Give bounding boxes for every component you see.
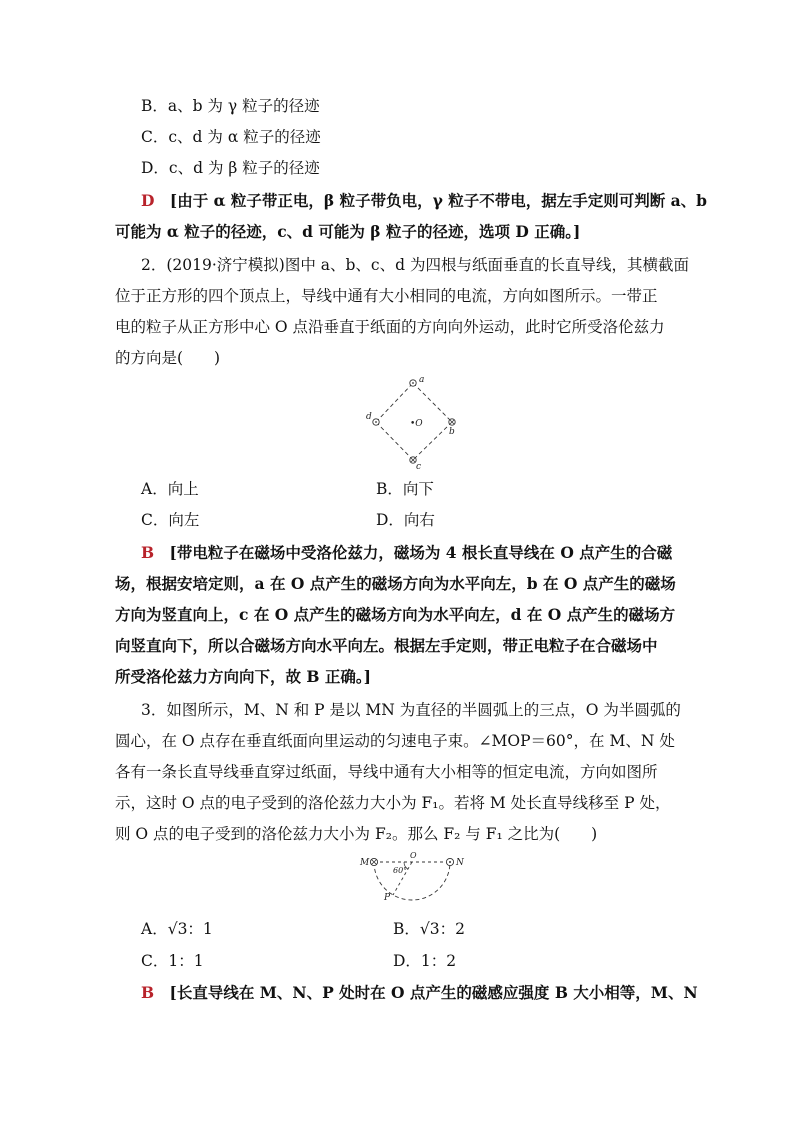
q3-line3: 各有一条长直导线垂直穿过纸面，导线中通有大小相等的恒定电流，方向如图所 <box>115 763 658 781</box>
q2-line3: 电的粒子从正方形中心 O 点沿垂直于纸面的方向向外运动，此时它所受洛伦兹力 <box>115 318 665 336</box>
prev-option-b: B．a、b 为 γ 粒子的径迹 <box>141 97 320 115</box>
q3-option-b: B．√3：2 <box>393 920 465 938</box>
q2-option-c: C．向左 <box>141 511 200 529</box>
label-d: d <box>366 412 372 422</box>
label-a: a <box>419 375 425 385</box>
wire-n-icon <box>446 858 453 865</box>
q2-answer-line5: 所受洛伦兹力方向向下，故 B 正确。] <box>115 667 371 686</box>
label-b: b <box>449 427 455 437</box>
wire-m-icon <box>370 858 377 865</box>
label-c: c <box>416 462 422 472</box>
label-m: M <box>360 858 370 868</box>
q3-option-c: C．1：1 <box>141 952 204 970</box>
q2-line1: 2．(2019·济宁模拟)图中 a、b、c、d 为四根与纸面垂直的长直导线，其横截面 <box>141 256 689 274</box>
prev-answer-line2: 可能为 α 粒子的径迹，c、d 可能为 β 粒子的径迹，选项 D 正确。] <box>115 222 581 241</box>
q2-line2: 位于正方形的四个顶点上，导线中通有大小相同的电流，方向如图所示。一带正 <box>115 287 658 305</box>
q3-option-d: D．1：2 <box>393 952 457 970</box>
q2-line4: 的方向是( ) <box>115 349 221 367</box>
q2-answer-letter: B <box>141 543 155 562</box>
prev-answer-line1 <box>141 191 707 211</box>
wire-d-icon <box>373 419 379 425</box>
q2-option-b: B．向下 <box>376 480 434 498</box>
q2-figure <box>360 372 490 472</box>
prev-answer-letter: D <box>141 191 155 210</box>
q2-answer-line3: 方向为竖直向上，c 在 O 点产生的磁场方向为水平向左，d 在 O 点产生的磁场方 <box>115 605 676 624</box>
prev-option-d: D．c、d 为 β 粒子的径迹 <box>141 159 320 177</box>
q2-answer-text1: [带电粒子在磁场中受洛伦兹力，磁场为 4 根长直导线在 O 点产生的合磁 <box>169 543 673 562</box>
prev-option-c: C．c、d 为 α 粒子的径迹 <box>141 128 321 146</box>
wire-b-icon <box>449 419 455 425</box>
q3-answer-letter: B <box>141 983 155 1002</box>
label-o: •O <box>410 419 423 429</box>
wire-a-icon <box>410 380 416 386</box>
q3-line4: 示，这时 O 点的电子受到的洛伦兹力大小为 F₁。若将 M 处长直导线移至 P 处， <box>115 794 671 812</box>
label-p: P <box>384 893 391 902</box>
q2-answer-line2: 场，根据安培定则，a 在 O 点产生的磁场方向为水平向左，b 在 O 点产生的磁场 <box>115 574 676 593</box>
q3-answer-text1: [长直导线在 M、N、P 处时在 O 点产生的磁感应强度 B 大小相等，M、N <box>169 983 698 1002</box>
label-o: O <box>410 852 417 860</box>
q3-option-a: A．√3：1 <box>141 920 213 938</box>
q3-line5: 则 O 点的电子受到的洛伦兹力大小为 F₂。那么 F₂ 与 F₁ 之比为( ) <box>115 825 598 843</box>
q2-option-a: A．向上 <box>141 480 199 498</box>
q2-answer-line1 <box>141 543 672 563</box>
label-n: N <box>456 858 464 868</box>
q3-figure <box>355 852 475 902</box>
q2-answer-line4: 向竖直向下，所以合磁场方向水平向左。根据左手定则，带正电粒子在合磁场中 <box>115 636 658 655</box>
q3-line1: 3．如图所示，M、N 和 P 是以 MN 为直径的半圆弧上的三点，O 为半圆弧的 <box>141 701 681 719</box>
prev-answer-text1: [由于 α 粒子带正电，β 粒子带负电，γ 粒子不带电，据左手定则可判断 a、b <box>169 191 708 210</box>
q2-option-d: D．向右 <box>376 511 435 529</box>
label-angle: 60° <box>393 866 408 875</box>
q3-line2: 圆心，在 O 点存在垂直纸面向里运动的匀速电子束。∠MOP＝60°，在 M、N 处 <box>115 732 675 750</box>
q3-answer-line1 <box>141 983 698 1003</box>
